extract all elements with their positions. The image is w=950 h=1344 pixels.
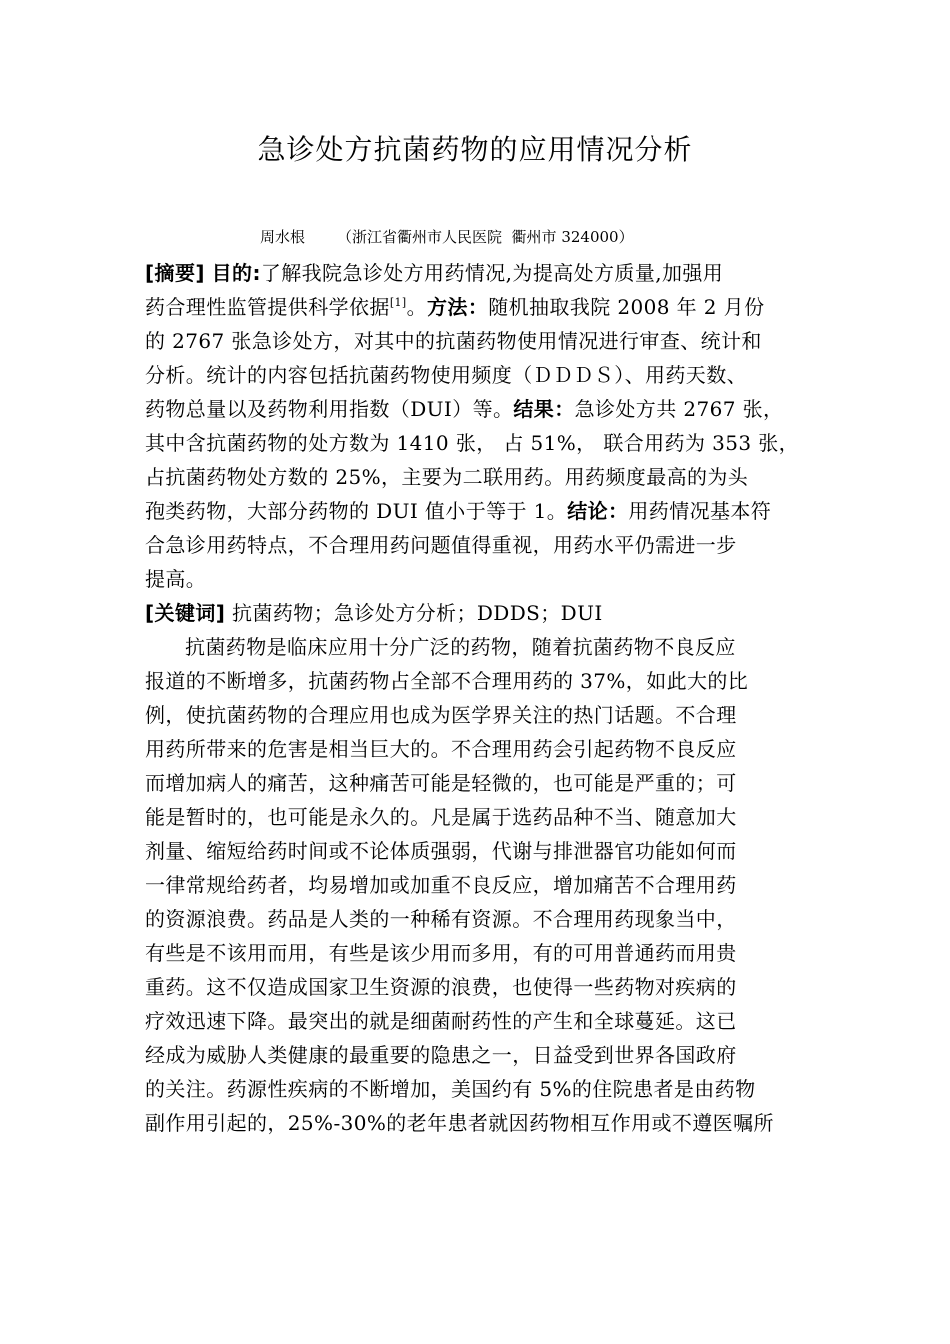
body-paragraph [145, 630, 825, 1140]
abstract-text: 孢类药物，大部分药物的 DUI 值小于等于 1。 [145, 499, 568, 523]
paragraph-line: 而增加病人的痛苦，这种痛苦可能是轻微的，也可能是严重的；可 [145, 771, 737, 795]
paragraph-line: 一律常规给药者，均易增加或加重不良反应，增加痛苦不合理用药 [145, 873, 737, 897]
citation-ref: [1] [389, 296, 407, 309]
abstract-text: 药合理性监管提供科学依据 [145, 295, 390, 319]
abstract-text: 合急诊用药特点，不合理用药问题值得重视，用药水平仍需进一步 [145, 533, 737, 557]
abstract-text: 急诊处方共 2767 张， [574, 397, 784, 421]
abstract-text: 。 [406, 295, 428, 319]
abstract-text: 占抗菌药物处方数的 25%，主要为二联用药。用药频度最高的为头 [145, 465, 749, 489]
paragraph-line: 抗菌药物是临床应用十分广泛的药物，随着抗菌药物不良反应 [185, 635, 736, 659]
paragraph-line: 的关注。药源性疾病的不断增加，美国约有 5%的住院患者是由药物 [145, 1077, 756, 1101]
abstract-text: 的 2767 张急诊处方，对其中的抗菌药物使用情况进行审查、统计和 [145, 329, 762, 353]
byline [260, 225, 634, 249]
abstract-line [145, 426, 825, 460]
methods-label: 方法： [427, 295, 489, 319]
abstract-line [145, 562, 825, 596]
results-label: 结果： [513, 397, 575, 421]
abstract-text: 提高。 [145, 567, 207, 591]
paragraph-line: 能是暂时的，也可能是永久的。凡是属于选药品种不当、随意加大 [145, 805, 737, 829]
abstract-line [145, 256, 825, 290]
paper-body [145, 256, 825, 1140]
abstract-line [145, 460, 825, 494]
paragraph-line: 副作用引起的，25%-30%的老年患者就因药物相互作用或不遵医嘱所 [145, 1111, 774, 1135]
abstract-line [145, 290, 825, 324]
abstract-line [145, 494, 825, 528]
objective-label: 目的: [211, 261, 261, 285]
abstract-line [145, 358, 825, 392]
abstract-line [145, 392, 825, 426]
keywords-text: 抗菌药物；急诊处方分析；DDDS；DUI [225, 601, 603, 625]
paragraph-line: 例，使抗菌药物的合理应用也成为医学界关注的热门话题。不合理 [145, 703, 737, 727]
keywords-line [145, 596, 825, 630]
paragraph-line: 剂量、缩短给药时间或不论体质强弱，代谢与排泄器官功能如何而 [145, 839, 737, 863]
abstract-line [145, 324, 825, 358]
paragraph-line: 用药所带来的危害是相当巨大的。不合理用药会引起药物不良反应 [145, 737, 737, 761]
abstract-line [145, 528, 825, 562]
abstract-text: 药物总量以及药物利用指数（DUI）等。 [145, 397, 514, 421]
paragraph-line: 经成为威胁人类健康的最重要的隐患之一，日益受到世界各国政府 [145, 1043, 737, 1067]
paragraph-line: 重药。这不仅造成国家卫生资源的浪费，也使得一些药物对疾病的 [145, 975, 737, 999]
abstract-label: [摘要] [145, 261, 205, 285]
abstract-text: 其中含抗菌药物的处方数为 1410 张， 占 51%， 联合用药为 353 张， [145, 431, 800, 455]
abstract-text: 分析。统计的内容包括抗菌药物使用频度（ＤＤＤＳ）、用药天数、 [145, 363, 747, 387]
author-name: 周水根 [260, 228, 306, 246]
abstract-text: 用药情况基本符 [628, 499, 772, 523]
author-affiliation: （浙江省衢州市人民医院 衢州市 324000） [337, 228, 634, 246]
abstract-text: 随机抽取我院 2008 年 2 月份 [488, 295, 765, 319]
keywords-label: [关键词] [145, 601, 226, 625]
paragraph-line: 报道的不断增多，抗菌药物占全部不合理用药的 37%，如此大的比 [145, 669, 749, 693]
paragraph-line: 有些是不该用而用，有些是该少用而多用，有的可用普通药而用贵 [145, 941, 737, 965]
conclusion-label: 结论： [567, 499, 629, 523]
abstract-text: 了解我院急诊处方用药情况,为提高处方质量,加强用 [260, 261, 724, 285]
paper-title: 急诊处方抗菌药物的应用情况分析 [257, 133, 693, 166]
paragraph-line: 疗效迅速下降。最突出的就是细菌耐药性的产生和全球蔓延。这已 [145, 1009, 737, 1033]
paragraph-line: 的资源浪费。药品是人类的一种稀有资源。不合理用药现象当中， [145, 907, 737, 931]
